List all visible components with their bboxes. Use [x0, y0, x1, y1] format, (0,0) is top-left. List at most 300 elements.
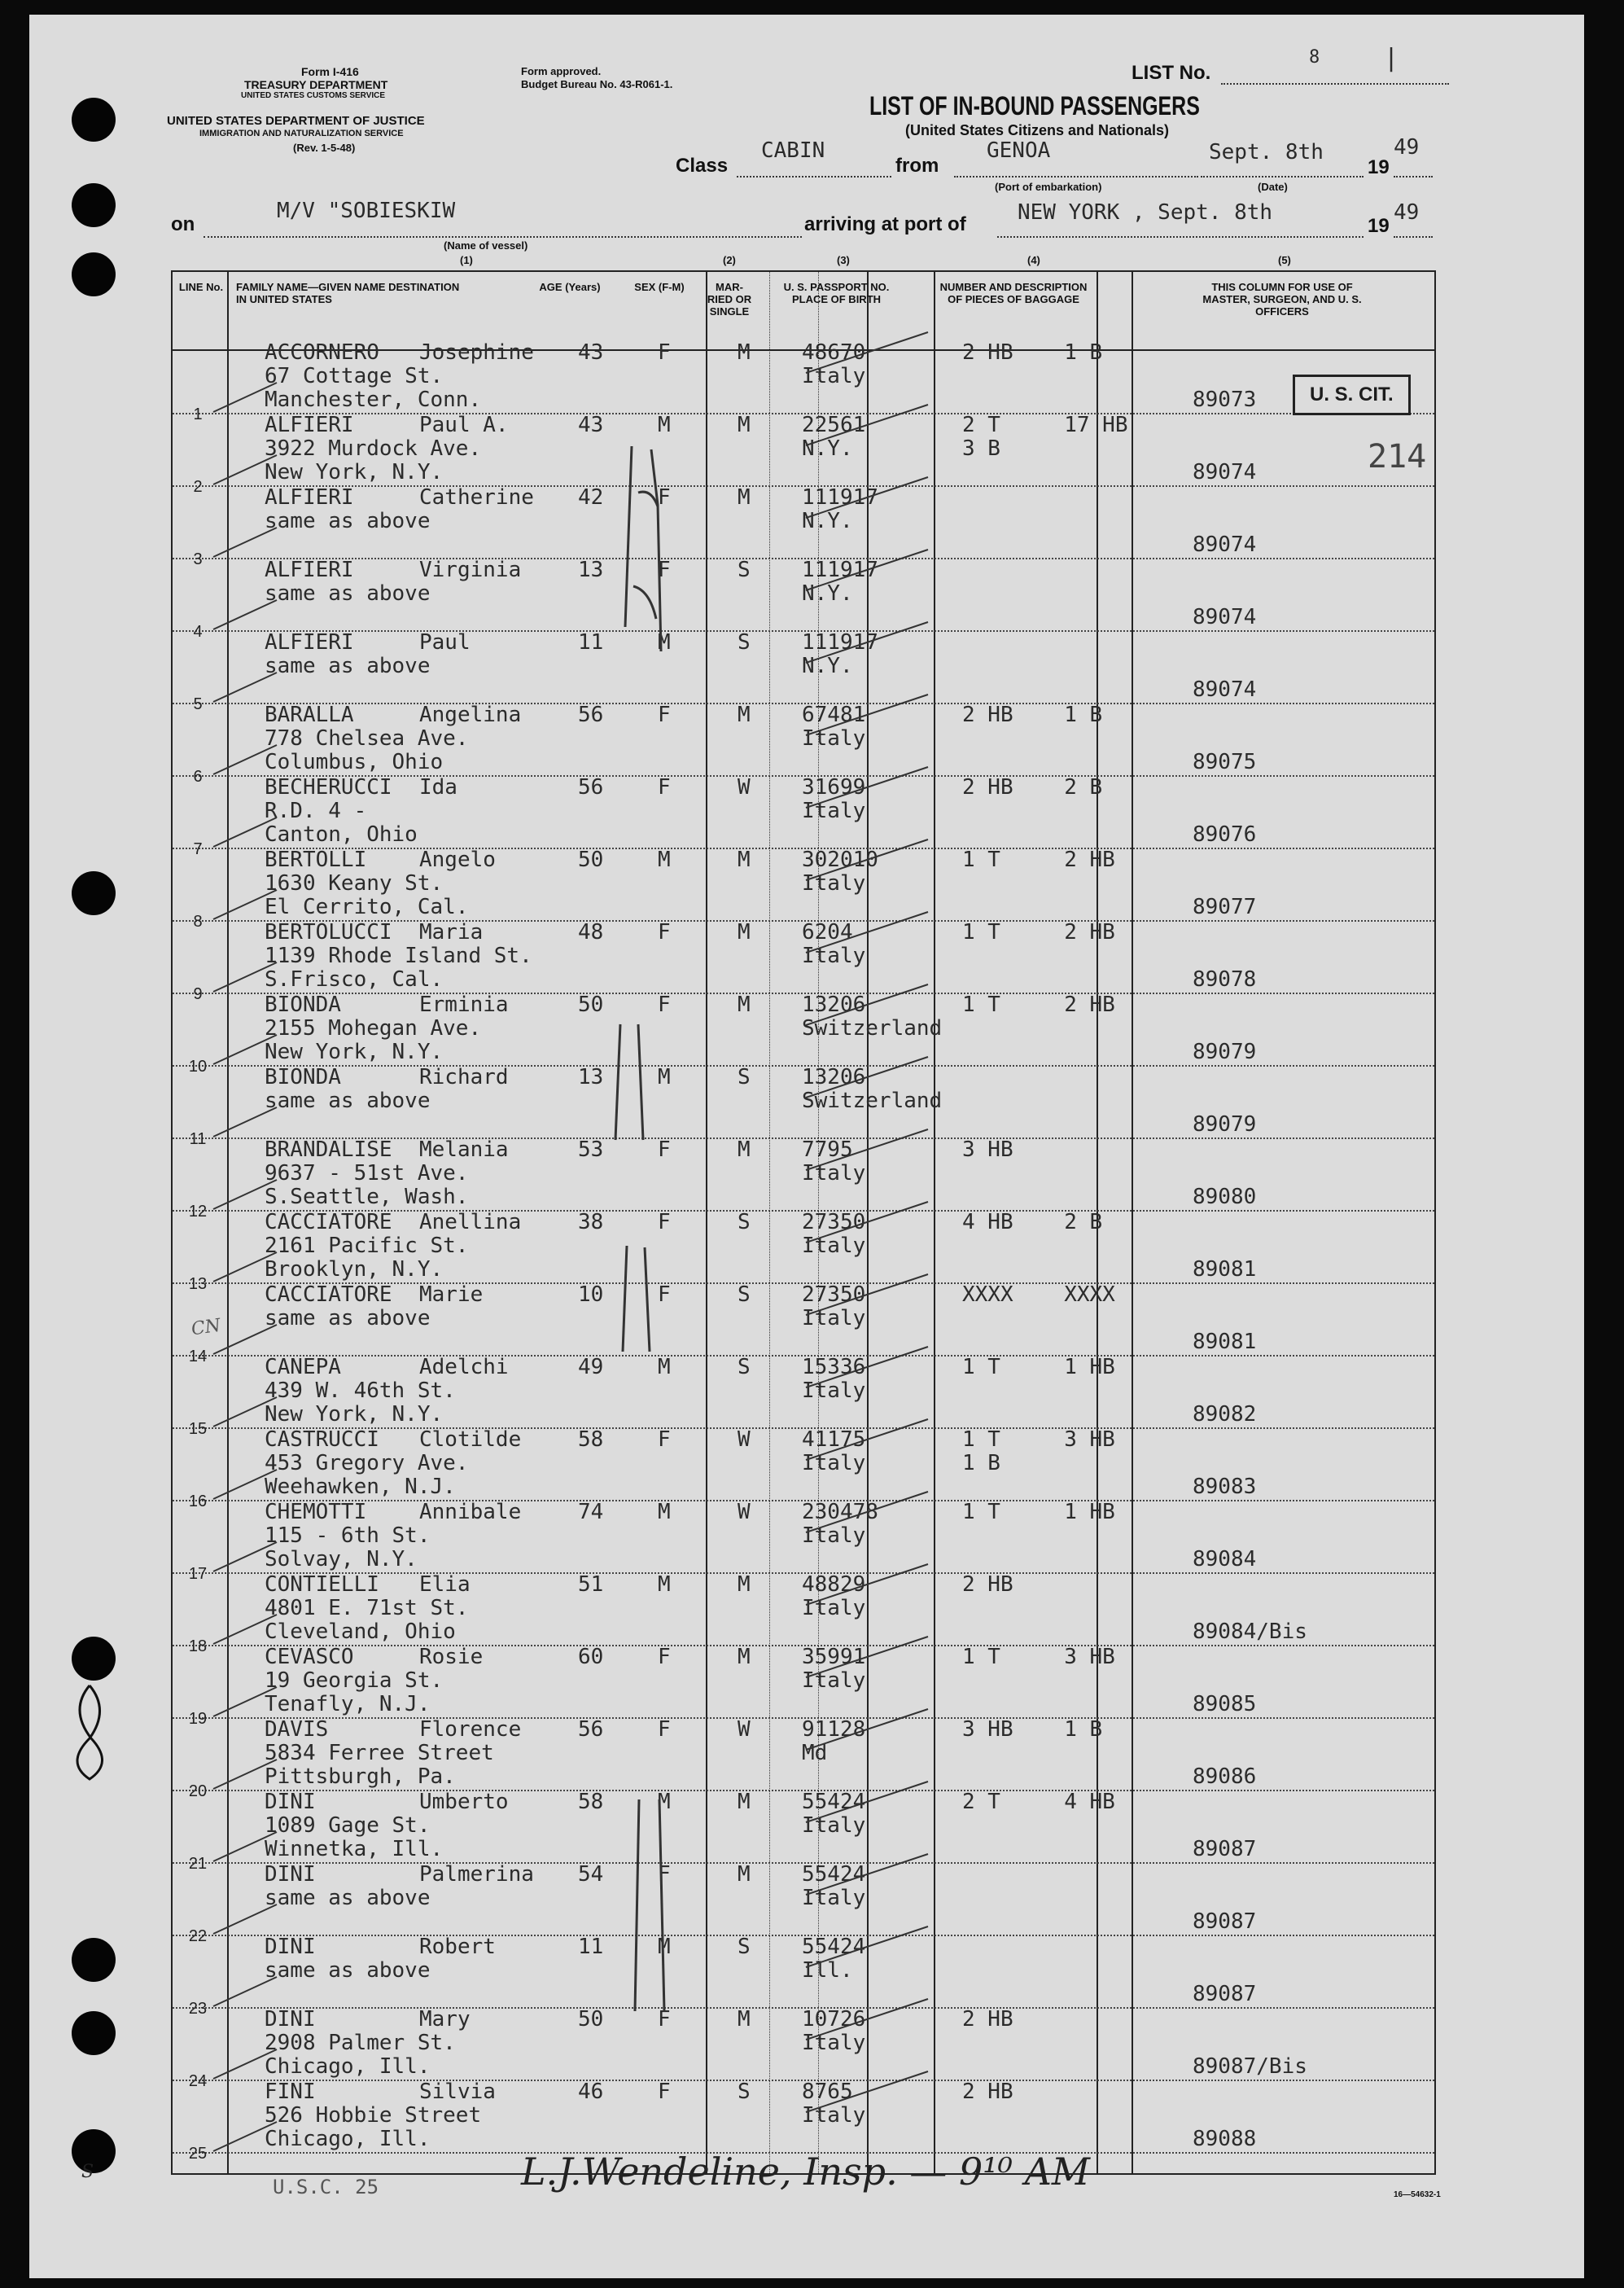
col-num-1: (1) — [460, 254, 473, 266]
form-approved: Form approved. — [521, 65, 602, 77]
marital-status: S — [738, 558, 751, 582]
given-name: Adelchi — [419, 1355, 509, 1379]
given-name: Josephine — [419, 340, 534, 365]
marital-status: W — [738, 1427, 751, 1452]
destination-city: S.Seattle, Wash. — [265, 1185, 469, 1209]
marital-status: M — [738, 2007, 751, 2032]
family-name: BIONDA — [265, 993, 341, 1017]
col-num-4: (4) — [1027, 254, 1040, 266]
given-name: Ida — [419, 775, 457, 800]
customs-service: UNITED STATES CUSTOMS SERVICE — [241, 91, 386, 100]
destination-street: 2161 Pacific St. — [265, 1234, 469, 1258]
sex: F — [658, 993, 671, 1017]
destination-street: same as above — [265, 654, 431, 678]
sex: F — [658, 703, 671, 727]
place-of-birth: Italy — [802, 1668, 866, 1693]
family-name: BECHERUCCI — [265, 775, 392, 800]
vessel-value: M/V "SOBIESKIW — [277, 199, 456, 223]
marital-status: M — [738, 848, 751, 872]
baggage-line1: 2 HB — [962, 2007, 1013, 2032]
family-name: CEVASCO — [265, 1645, 354, 1669]
baggage-line1: 2 HB — [962, 2080, 1013, 2104]
passport-number: 35991 — [802, 1645, 866, 1669]
col-num-3: (3) — [837, 254, 850, 266]
place-of-birth: N.Y. — [802, 581, 853, 606]
officer-number: 89079 — [1193, 1112, 1257, 1137]
passport-number: 48829 — [802, 1572, 866, 1597]
place-of-birth: Italy — [802, 364, 866, 388]
sex: M — [658, 1065, 671, 1089]
officer-number: 89076 — [1193, 822, 1257, 847]
destination-city: New York, N.Y. — [265, 1040, 444, 1064]
sex: F — [658, 340, 671, 365]
given-name: Anellina — [419, 1210, 522, 1234]
destination-city: Weehawken, N.J. — [265, 1475, 456, 1499]
destination-city: S.Frisco, Cal. — [265, 967, 444, 992]
passport-number: 91128 — [802, 1717, 866, 1742]
place-of-birth: Italy — [802, 2031, 866, 2055]
given-name: Robert — [419, 1935, 496, 1959]
sex: M — [658, 848, 671, 872]
line-number: 25 — [188, 2145, 208, 2163]
on-label: on — [171, 213, 195, 235]
age: 58 — [578, 1427, 604, 1452]
usc-note: U.S.C. 25 — [273, 2176, 379, 2198]
inspector-signature: L.J.Wendeline, Insp. — 9¹⁰ AM — [521, 2150, 1091, 2194]
ins-service: IMMIGRATION AND NATURALIZATION SERVICE — [199, 129, 404, 138]
age: 48 — [578, 920, 604, 945]
destination-city: Columbus, Ohio — [265, 750, 444, 774]
list-title: LIST OF IN-BOUND PASSENGERS — [869, 91, 1200, 121]
given-name: Mary — [419, 2007, 471, 2032]
marital-status: S — [738, 630, 751, 655]
baggage-line2: 1 B — [962, 1451, 1000, 1475]
baggage-line1: 1 T 2 HB — [962, 848, 1115, 872]
place-of-birth: Switzerland — [802, 1089, 943, 1113]
family-name: DINI — [265, 2007, 316, 2032]
officer-number: 89078 — [1193, 967, 1257, 992]
destination-city: Manchester, Conn. — [265, 388, 482, 412]
baggage-line1: 3 HB — [962, 1137, 1013, 1162]
year-prefix: 19 — [1368, 156, 1390, 178]
marital-status: M — [738, 920, 751, 945]
destination-city: Cleveland, Ohio — [265, 1620, 456, 1644]
line-number: 6 — [193, 768, 203, 786]
place-of-birth: N.Y. — [802, 436, 853, 461]
baggage-line1: XXXX XXXX — [962, 1282, 1115, 1307]
line-number: 4 — [193, 623, 203, 641]
line-number: 21 — [188, 1855, 208, 1873]
age: 53 — [578, 1137, 604, 1162]
date-note: (Date) — [1258, 181, 1288, 193]
destination-city: El Cerrito, Cal. — [265, 895, 469, 919]
line-number: 16 — [188, 1492, 208, 1510]
age: 58 — [578, 1790, 604, 1814]
officer-number: 89074 — [1193, 677, 1257, 702]
given-name: Maria — [419, 920, 484, 945]
given-name: Palmerina — [419, 1862, 534, 1887]
destination-city: Pittsburgh, Pa. — [265, 1764, 456, 1789]
family-name: BERTOLLI — [265, 848, 367, 872]
officer-number: 89074 — [1193, 605, 1257, 629]
form-number: Form I-416 — [301, 65, 359, 78]
destination-street: same as above — [265, 1958, 431, 1983]
sex: F — [658, 1645, 671, 1669]
line-number: 8 — [193, 913, 203, 931]
family-name: CONTIELLI — [265, 1572, 379, 1597]
passport-number: 27350 — [802, 1282, 866, 1307]
sex: F — [658, 920, 671, 945]
family-name: CASTRUCCI — [265, 1427, 379, 1452]
given-name: Melania — [419, 1137, 509, 1162]
destination-street: R.D. 4 - — [265, 799, 367, 823]
officer-number: 89077 — [1193, 895, 1257, 919]
budget-bureau: Budget Bureau No. 43-R061-1. — [521, 78, 673, 90]
age: 56 — [578, 775, 604, 800]
header-age: AGE (Years) — [539, 281, 601, 293]
officer-number: 89087 — [1193, 1837, 1257, 1861]
baggage-line1: 2 T 4 HB — [962, 1790, 1115, 1814]
family-name: ALFIERI — [265, 413, 354, 437]
passport-number: 27350 — [802, 1210, 866, 1234]
officer-number: 89085 — [1193, 1692, 1257, 1716]
header-name: FAMILY NAME—GIVEN NAME DESTINATION IN UNITED STATES — [236, 281, 460, 305]
age: 42 — [578, 485, 604, 510]
passport-number: 15336 — [802, 1355, 866, 1379]
marital-status: S — [738, 1935, 751, 1959]
place-of-birth: Italy — [802, 871, 866, 896]
family-name: CACCIATORE — [265, 1210, 392, 1234]
line-number: 22 — [188, 1927, 208, 1945]
treasury-dept: TREASURY DEPARTMENT — [244, 78, 388, 91]
sex: F — [658, 775, 671, 800]
destination-city: Winnetka, Ill. — [265, 1837, 444, 1861]
destination-street: 453 Gregory Ave. — [265, 1451, 469, 1475]
list-subtitle: (United States Citizens and Nationals) — [905, 122, 1170, 138]
header-line-no: LINE No. — [178, 281, 224, 293]
age: 51 — [578, 1572, 604, 1597]
year2-prefix: 19 — [1368, 215, 1390, 237]
marital-status: M — [738, 703, 751, 727]
class-value: CABIN — [761, 138, 825, 163]
passport-number: 111917 — [802, 558, 878, 582]
passport-number: 7795 — [802, 1137, 853, 1162]
place-of-birth: Ill. — [802, 1958, 853, 1983]
given-name: Angelina — [419, 703, 522, 727]
from-label: from — [895, 155, 939, 177]
baggage-line1: 1 T 2 HB — [962, 993, 1115, 1017]
age: 50 — [578, 848, 604, 872]
family-name: CACCIATORE — [265, 1282, 392, 1307]
destination-street: same as above — [265, 581, 431, 606]
passport-number: 6204 — [802, 920, 853, 945]
marital-status: S — [738, 1065, 751, 1089]
marital-status: M — [738, 1790, 751, 1814]
passport-number: 8765 — [802, 2080, 853, 2104]
officer-number: 89087/Bis — [1193, 2054, 1307, 2079]
officer-number: 89088 — [1193, 2127, 1257, 2151]
footer-code: 16—54632-1 — [1394, 2190, 1441, 2199]
sex: M — [658, 1790, 671, 1814]
line-number: 1 — [193, 405, 203, 423]
place-of-birth: Md — [802, 1741, 828, 1765]
passport-number: 22561 — [802, 413, 866, 437]
sex: M — [658, 1355, 671, 1379]
place-of-birth: Italy — [802, 1306, 866, 1330]
sex: F — [658, 2080, 671, 2104]
destination-city: Chicago, Ill. — [265, 2054, 431, 2079]
family-name: ALFIERI — [265, 485, 354, 510]
line-number: 10 — [188, 1058, 208, 1076]
passport-number: 230478 — [802, 1500, 878, 1524]
baggage-line1: 2 HB — [962, 1572, 1013, 1597]
destination-street: 115 - 6th St. — [265, 1523, 431, 1548]
destination-street: same as above — [265, 1886, 431, 1910]
destination-street: same as above — [265, 1306, 431, 1330]
place-of-birth: Italy — [802, 1451, 866, 1475]
year2-value: 49 — [1394, 200, 1420, 225]
line-number: 7 — [193, 840, 203, 858]
place-of-birth: Italy — [802, 1234, 866, 1258]
marital-status: M — [738, 1572, 751, 1597]
line-number: 19 — [188, 1710, 208, 1728]
marital-status: M — [738, 413, 751, 437]
age: 11 — [578, 1935, 604, 1959]
line-number: 23 — [188, 2000, 208, 2018]
sex: M — [658, 413, 671, 437]
age: 50 — [578, 993, 604, 1017]
officer-number: 89087 — [1193, 1909, 1257, 1934]
family-name: BARALLA — [265, 703, 354, 727]
age: 38 — [578, 1210, 604, 1234]
header-passport: U. S. PASSPORT NO. PLACE OF BIRTH — [783, 281, 890, 305]
family-name: CANEPA — [265, 1355, 341, 1379]
sex: M — [658, 1935, 671, 1959]
destination-street: 4801 E. 71st St. — [265, 1596, 469, 1620]
header-baggage: NUMBER AND DESCRIPTION OF PIECES OF BAGGAGE — [939, 281, 1088, 305]
line-number: 20 — [188, 1782, 208, 1800]
passport-number: 55424 — [802, 1790, 866, 1814]
cn-mark: CN — [190, 1315, 222, 1340]
marital-status: M — [738, 485, 751, 510]
officer-number: 89084/Bis — [1193, 1620, 1307, 1644]
destination-city: Tenafly, N.J. — [265, 1692, 431, 1716]
passport-number: 55424 — [802, 1935, 866, 1959]
given-name: Silvia — [419, 2080, 496, 2104]
baggage-line1: 1 T 3 HB — [962, 1427, 1115, 1452]
age: 13 — [578, 1065, 604, 1089]
given-name: Clotilde — [419, 1427, 522, 1452]
given-name: Marie — [419, 1282, 484, 1307]
col-num-5: (5) — [1278, 254, 1291, 266]
baggage-line2: 3 B — [962, 436, 1000, 461]
officer-number: 89080 — [1193, 1185, 1257, 1209]
marital-status: M — [738, 993, 751, 1017]
us-cit-stamp: U. S. CIT. — [1293, 375, 1411, 415]
marital-status: W — [738, 775, 751, 800]
marital-status: S — [738, 1282, 751, 1307]
baggage-line1: 2 T 17 HB — [962, 413, 1128, 437]
sex: F — [658, 558, 671, 582]
baggage-line1: 4 HB 2 B — [962, 1210, 1103, 1234]
line-number: 9 — [193, 985, 203, 1003]
sex: M — [658, 1500, 671, 1524]
destination-street: 2908 Palmer St. — [265, 2031, 456, 2055]
revision: (Rev. 1-5-48) — [293, 142, 356, 154]
sex: F — [658, 1717, 671, 1742]
age: 60 — [578, 1645, 604, 1669]
age: 50 — [578, 2007, 604, 2032]
marital-status: S — [738, 1355, 751, 1379]
given-name: Elia — [419, 1572, 471, 1597]
place-of-birth: Italy — [802, 1886, 866, 1910]
sex: F — [658, 1137, 671, 1162]
baggage-line1: 1 T 1 HB — [962, 1355, 1115, 1379]
list-no-value: 8 — [1309, 47, 1320, 68]
given-name: Catherine — [419, 485, 534, 510]
given-name: Virginia — [419, 558, 522, 582]
line-number: 18 — [188, 1637, 208, 1655]
port-note: (Port of embarkation) — [995, 181, 1102, 193]
family-name: BERTOLUCCI — [265, 920, 392, 945]
place-of-birth: Italy — [802, 944, 866, 968]
col-num-2: (2) — [723, 254, 736, 266]
officer-number: 89073 — [1193, 388, 1257, 412]
officer-number: 89074 — [1193, 460, 1257, 484]
officer-number: 89081 — [1193, 1257, 1257, 1282]
destination-street: 19 Georgia St. — [265, 1668, 444, 1693]
justice-dept: UNITED STATES DEPARTMENT OF JUSTICE — [167, 114, 425, 128]
place-of-birth: N.Y. — [802, 509, 853, 533]
destination-city: Canton, Ohio — [265, 822, 418, 847]
line-number: 17 — [188, 1565, 208, 1583]
baggage-line1: 1 T 1 HB — [962, 1500, 1115, 1524]
passport-number: 48670 — [802, 340, 866, 365]
family-name: BIONDA — [265, 1065, 341, 1089]
baggage-line1: 1 T 2 HB — [962, 920, 1115, 945]
given-name: Paul A. — [419, 413, 509, 437]
baggage-line1: 3 HB 1 B — [962, 1717, 1103, 1742]
destination-street: 3922 Murdock Ave. — [265, 436, 482, 461]
place-of-birth: Italy — [802, 1161, 866, 1186]
line-number: 14 — [188, 1348, 208, 1365]
destination-street: 1630 Keany St. — [265, 871, 444, 896]
destination-street: 439 W. 46th St. — [265, 1378, 456, 1403]
destination-street: same as above — [265, 1089, 431, 1113]
date-value: Sept. 8th — [1209, 140, 1324, 164]
given-name: Annibale — [419, 1500, 522, 1524]
s-mark: S — [81, 2162, 94, 2182]
sex: M — [658, 630, 671, 655]
age: 11 — [578, 630, 604, 655]
passport-number: 55424 — [802, 1862, 866, 1887]
destination-city: Solvay, N.Y. — [265, 1547, 418, 1571]
stamp-number: 214 — [1368, 438, 1427, 476]
given-name: Angelo — [419, 848, 496, 872]
officer-number: 89079 — [1193, 1040, 1257, 1064]
age: 49 — [578, 1355, 604, 1379]
baggage-line1: 2 HB 1 B — [962, 340, 1103, 365]
sex: F — [658, 1862, 671, 1887]
given-name: Rosie — [419, 1645, 484, 1669]
destination-city: New York, N.Y. — [265, 1402, 444, 1427]
passport-number: 111917 — [802, 630, 878, 655]
passport-number: 13206 — [802, 993, 866, 1017]
family-name: ALFIERI — [265, 558, 354, 582]
destination-street: 778 Chelsea Ave. — [265, 726, 469, 751]
place-of-birth: Italy — [802, 1378, 866, 1403]
family-name: ACCORNERO — [265, 340, 379, 365]
class-label: Class — [676, 155, 729, 177]
passport-number: 67481 — [802, 703, 866, 727]
marital-status: M — [738, 340, 751, 365]
officer-number: 89075 — [1193, 750, 1257, 774]
family-name: ALFIERI — [265, 630, 354, 655]
age: 56 — [578, 1717, 604, 1742]
place-of-birth: Switzerland — [802, 1016, 943, 1041]
marital-status: M — [738, 1645, 751, 1669]
given-name: Erminia — [419, 993, 509, 1017]
passport-number: 41175 — [802, 1427, 866, 1452]
marital-status: M — [738, 1137, 751, 1162]
given-name: Paul — [419, 630, 471, 655]
marital-status: S — [738, 1210, 751, 1234]
line-number: 3 — [193, 550, 203, 568]
year-value: 49 — [1394, 135, 1420, 160]
destination-street: same as above — [265, 509, 431, 533]
destination-street: 9637 - 51st Ave. — [265, 1161, 469, 1186]
line-number: 13 — [188, 1275, 208, 1293]
family-name: DINI — [265, 1790, 316, 1814]
family-name: FINI — [265, 2080, 316, 2104]
destination-street: 2155 Mohegan Ave. — [265, 1016, 482, 1041]
sex: F — [658, 1210, 671, 1234]
header-married: MAR-RIED OR SINGLE — [707, 281, 752, 318]
destination-street: 1139 Rhode Island St. — [265, 944, 532, 968]
family-name: DAVIS — [265, 1717, 329, 1742]
passport-number: 31699 — [802, 775, 866, 800]
place-of-birth: Italy — [802, 1813, 866, 1838]
destination-city: Brooklyn, N.Y. — [265, 1257, 444, 1282]
family-name: BRANDALISE — [265, 1137, 392, 1162]
header-sex: SEX (F-M) — [634, 281, 685, 293]
age: 46 — [578, 2080, 604, 2104]
destination-street: 1089 Gage St. — [265, 1813, 431, 1838]
line-number: 5 — [193, 695, 203, 713]
baggage-line1: 2 HB 1 B — [962, 703, 1103, 727]
given-name: Richard — [419, 1065, 509, 1089]
arrival-value: NEW YORK , Sept. 8th — [1018, 200, 1273, 225]
sex: F — [658, 1282, 671, 1307]
age: 43 — [578, 413, 604, 437]
sex: F — [658, 485, 671, 510]
line-number: 11 — [189, 1130, 207, 1148]
list-no-label: LIST No. — [1132, 62, 1211, 84]
age: 74 — [578, 1500, 604, 1524]
arriving-label: arriving at port of — [804, 213, 966, 235]
marital-status: W — [738, 1500, 751, 1524]
officer-number: 89084 — [1193, 1547, 1257, 1571]
marital-status: W — [738, 1717, 751, 1742]
age: 56 — [578, 703, 604, 727]
sex: M — [658, 1572, 671, 1597]
officer-number: 89074 — [1193, 533, 1257, 557]
passport-number: 10726 — [802, 2007, 866, 2032]
port-value: GENOA — [987, 138, 1051, 163]
officer-number: 89086 — [1193, 1764, 1257, 1789]
destination-street: 67 Cottage St. — [265, 364, 444, 388]
place-of-birth: Italy — [802, 799, 866, 823]
